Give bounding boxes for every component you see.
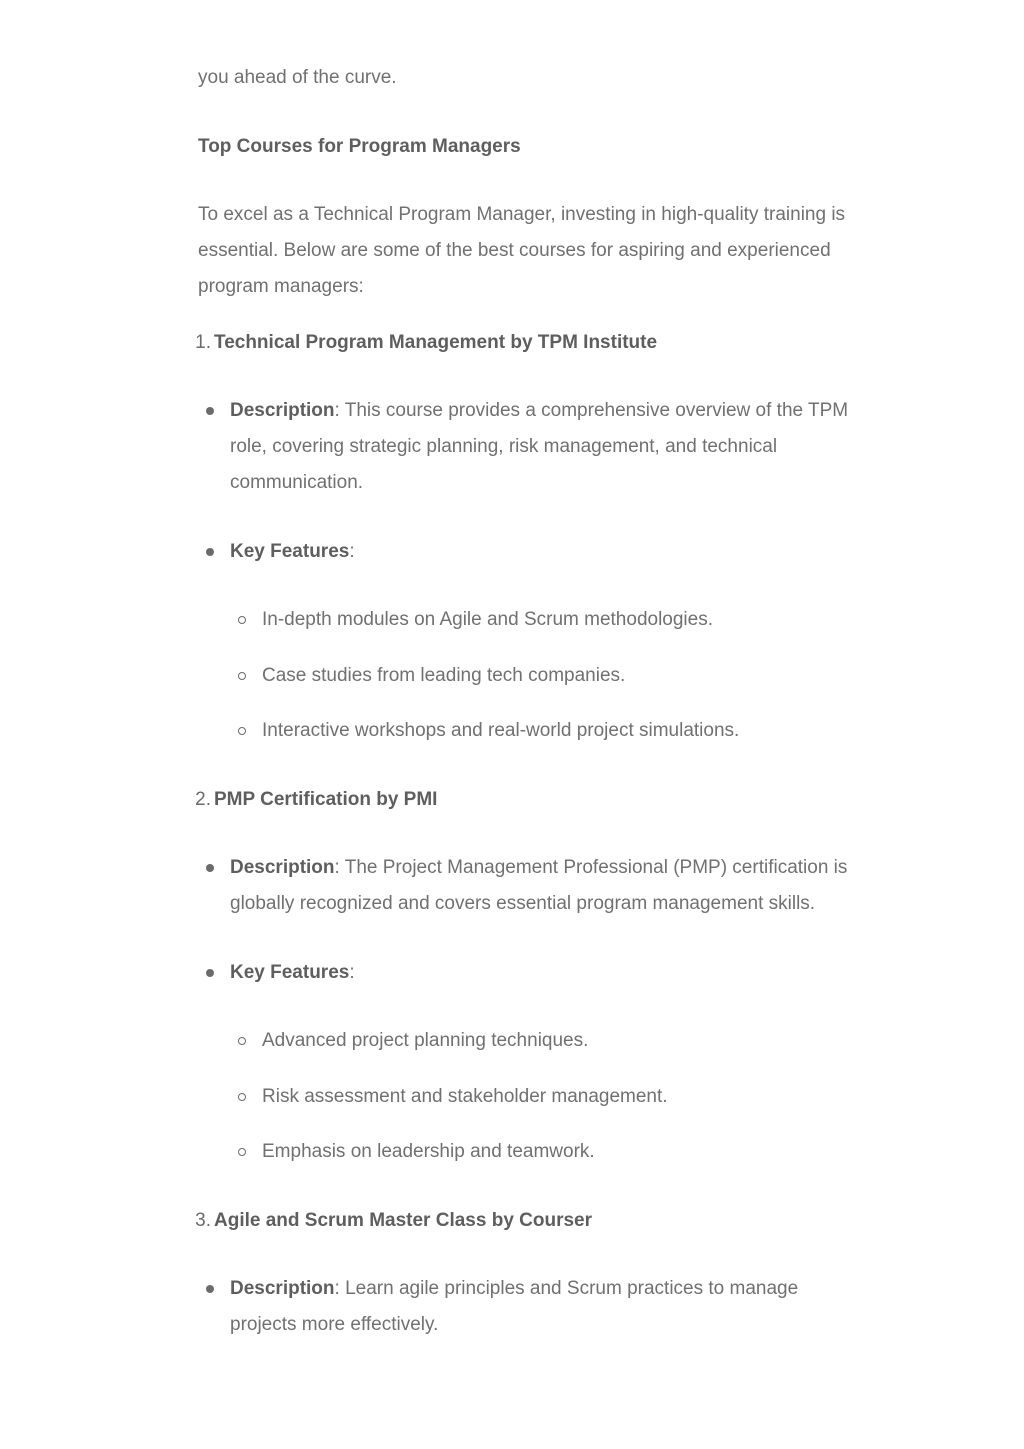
course-1-feature-2 [262,658,625,694]
course-title-text-3: Agile and Scrum Master Class by Courser [214,1210,593,1231]
bullet-dot-icon [206,1285,214,1293]
description-text: : Learn agile principles and Scrum practices to manage projects more effectively. [230,1278,799,1335]
bullet-dot-icon [206,969,214,977]
description-label: Description [230,857,335,878]
bullet-dot-icon [206,548,214,556]
feature-text: Risk assessment and stakeholder management. [262,1086,668,1107]
course-1-description [230,393,852,501]
bullet-circle-icon [238,1093,246,1101]
feature-text: Advanced project planning techniques. [262,1030,589,1051]
feature-text: In-depth modules on Agile and Scrum methodologies. [262,609,713,630]
section-heading: Top Courses for Program Managers [198,136,521,157]
course-2-description [230,850,852,922]
course-1-key-features [230,534,852,570]
key-features-colon: : [349,962,355,983]
description-text: : The Project Management Professional (PMP) certification is globally recognized and covers essential program management skills. [230,857,848,914]
course-1-feature-3 [262,713,739,749]
key-features-label: Key Features [230,541,350,562]
feature-text: Emphasis on leadership and teamwork. [262,1141,595,1162]
course-3-description [230,1271,852,1343]
description-text: : This course provides a comprehensive overview of the TPM role, covering strategic planning, risk management, and technical communication. [230,400,849,493]
key-features-label: Key Features [230,962,350,983]
description-label: Description [230,400,335,421]
course-2-feature-3 [262,1134,595,1170]
bullet-circle-icon [238,1037,246,1045]
bullet-circle-icon [238,727,246,735]
course-title-3 [182,1203,592,1239]
course-title-text-1: Technical Program Management by TPM Institute [214,332,658,353]
key-features-colon: : [349,541,355,562]
course-2-feature-1 [262,1023,588,1059]
feature-text: Case studies from leading tech companies. [262,665,626,686]
course-2-feature-2 [262,1079,668,1115]
intro-tail-text: you ahead of the curve. [198,67,397,88]
bullet-dot-icon [206,407,214,415]
bullet-circle-icon [238,616,246,624]
course-number-2: 2. [195,789,211,810]
course-title-2 [182,782,437,818]
feature-text: Interactive workshops and real-world project simulations. [262,720,740,741]
course-title-1 [182,325,657,361]
course-title-text-2: PMP Certification by PMI [214,789,438,810]
lead-paragraph: To excel as a Technical Program Manager, investing in high-quality training is essential. Below are some of the best courses for aspiring and experienced program managers: [198,204,846,297]
course-1-feature-1 [262,602,713,638]
bullet-dot-icon [206,864,214,872]
description-label: Description [230,1278,335,1299]
course-2-key-features [230,955,852,991]
course-number-3: 3. [195,1210,211,1231]
course-number-1: 1. [195,332,211,353]
bullet-circle-icon [238,1148,246,1156]
bullet-circle-icon [238,672,246,680]
